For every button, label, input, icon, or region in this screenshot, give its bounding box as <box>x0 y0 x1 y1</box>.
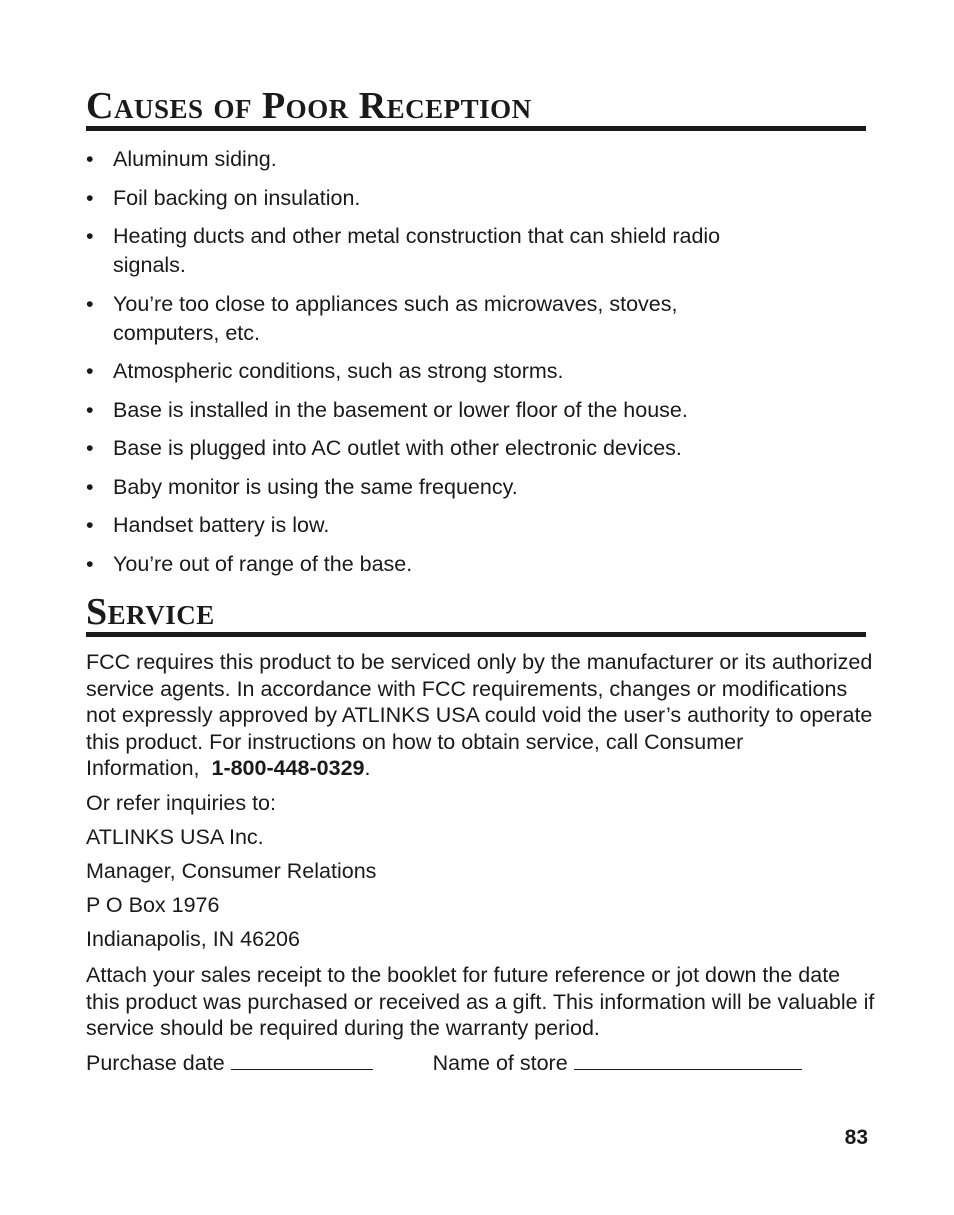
service-intro-text: FCC requires this product to be serviced only by the manufacturer or its authorized service agents. In accordance with FCC requirements, changes or modifications not expressly approved by ATLINKS USA could void the user’s authority to operate this product. For instructions on how to obtain service, call Consumer Information, <box>86 650 873 780</box>
list-item-text: Heating ducts and other metal construction that can shield radio signals. <box>113 224 721 277</box>
bullet-icon: • <box>86 147 94 171</box>
refer-line: Or refer inquiries to: <box>86 790 276 815</box>
service-heading: Service <box>86 592 866 637</box>
bullet-icon: • <box>86 291 94 316</box>
purchase-info-row <box>86 1050 876 1077</box>
bullet-icon: • <box>86 224 94 248</box>
page-number: 83 <box>844 1126 868 1149</box>
bullet-icon: • <box>86 513 94 537</box>
bullet-icon: • <box>86 436 94 460</box>
list-item <box>86 357 806 386</box>
purchase-date-blank <box>231 1051 373 1070</box>
bullet-icon: • <box>86 185 94 210</box>
store-name-blank <box>574 1051 802 1070</box>
service-intro <box>86 649 876 782</box>
causes-heading: Causes of Poor Reception <box>86 86 866 131</box>
list-item <box>86 550 806 579</box>
bullet-icon: • <box>86 397 94 422</box>
list-item-text: Foil backing on insulation. <box>113 185 361 210</box>
purchase-date-label: Purchase date <box>86 1050 225 1075</box>
list-item-text: Handset battery is low. <box>113 513 330 537</box>
list-item <box>86 222 806 280</box>
address-city: Indianapolis, IN 46206 <box>86 926 300 951</box>
service-section <box>86 649 876 1076</box>
address-company: ATLINKS USA Inc. <box>86 824 264 849</box>
list-item <box>86 396 806 425</box>
list-item <box>86 145 806 174</box>
list-item-text: Base is installed in the basement or lower floor of the house. <box>113 397 688 422</box>
list-item-text: You’re out of range of the base. <box>113 551 413 576</box>
list-item <box>86 473 806 502</box>
list-item-text: Atmospheric conditions, such as strong storms. <box>113 359 564 383</box>
attach-receipt-note: Attach your sales receipt to the booklet for future reference or jot down the date this product was purchased or received as a gift. This information will be valuable if service should be required during the warranty period. <box>86 963 875 1040</box>
list-item <box>86 290 806 348</box>
list-item-text: Base is plugged into AC outlet with other electronic devices. <box>113 436 682 460</box>
bullet-icon: • <box>86 474 94 499</box>
list-item <box>86 511 806 540</box>
store-name-label: Name of store <box>432 1050 568 1075</box>
list-item <box>86 184 806 213</box>
list-item-text: Aluminum siding. <box>113 147 277 171</box>
service-intro-end: . <box>364 756 371 780</box>
bullet-icon: • <box>86 551 94 576</box>
address-po-box: P O Box 1976 <box>86 892 220 917</box>
purchase-date-field <box>86 1050 373 1077</box>
store-name-field <box>433 1050 802 1077</box>
causes-list <box>86 145 806 588</box>
address-department: Manager, Consumer Relations <box>86 858 377 883</box>
bullet-icon: • <box>86 359 94 383</box>
list-item-text: Baby monitor is using the same frequency. <box>113 474 518 499</box>
list-item <box>86 434 806 463</box>
consumer-info-phone: 1-800-448-0329 <box>211 756 365 780</box>
list-item-text: You’re too close to appliances such as microwaves, stoves, computers, etc. <box>113 291 678 345</box>
